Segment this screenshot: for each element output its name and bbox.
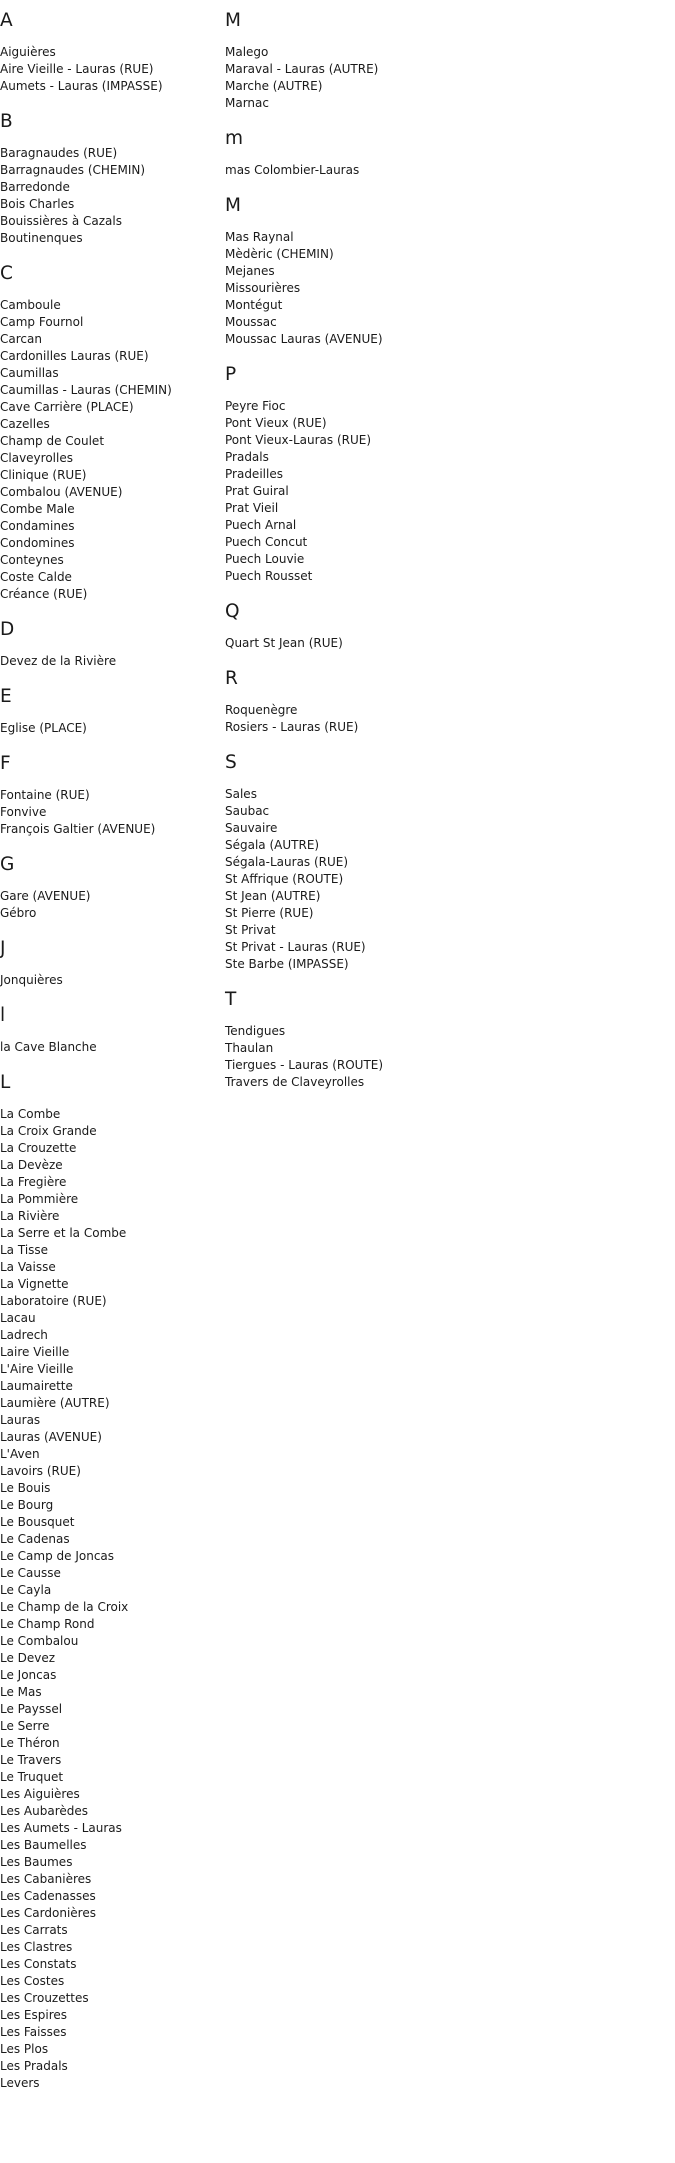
street-link-pont-vieux-rue[interactable]: Pont Vieux (RUE) — [225, 416, 327, 430]
street-list — [0, 972, 210, 989]
street-link-les-baumes[interactable]: Les Baumes — [0, 1855, 73, 1869]
letter-group — [0, 922, 210, 989]
street-link-mejanes[interactable]: Mejanes — [225, 264, 275, 278]
letter-group — [0, 838, 210, 922]
letter-heading: J — [0, 938, 6, 959]
street-link-st-jean-autre[interactable]: St Jean (AUTRE) — [225, 889, 321, 903]
street-link-ste-barbe-impasse[interactable]: Ste Barbe (IMPASSE) — [225, 957, 349, 971]
street-link-les-espires[interactable]: Les Espires — [0, 2008, 68, 2022]
letter-group — [0, 247, 210, 603]
street-link-puech-rousset[interactable]: Puech Rousset — [225, 569, 313, 583]
street-link-le-theron[interactable]: Le Théron — [0, 1736, 60, 1750]
street-link-les-plos[interactable]: Les Plos — [0, 2042, 49, 2056]
street-link-clinique-rue[interactable]: Clinique (RUE) — [0, 468, 87, 482]
street-link-lacau[interactable]: Lacau — [0, 1311, 36, 1325]
street-link-champ-de-coulet[interactable]: Champ de Coulet — [0, 434, 105, 448]
street-link-cardonilles-lauras-rue[interactable]: Cardonilles Lauras (RUE) — [0, 349, 149, 363]
street-link-le-serre[interactable]: Le Serre — [0, 1719, 50, 1733]
letter-group — [0, 989, 210, 1056]
street-link-les-aumets-lauras[interactable]: Les Aumets - Lauras — [0, 1821, 122, 1835]
street-link-le-cayla[interactable]: Le Cayla — [0, 1583, 52, 1597]
street-link-sales[interactable]: Sales — [225, 787, 257, 801]
street-link-caumillas[interactable]: Caumillas — [0, 366, 59, 380]
letter-heading: D — [0, 619, 15, 640]
street-list — [0, 653, 210, 670]
street-link-la-cave-blanche[interactable]: la Cave Blanche — [0, 1040, 97, 1054]
street-link-le-champ-rond[interactable]: Le Champ Rond — [0, 1617, 95, 1631]
street-link-condamines[interactable]: Condamines — [0, 519, 75, 533]
street-link-francois-galtier-avenue[interactable]: François Galtier (AVENUE) — [0, 822, 156, 836]
street-list — [0, 145, 210, 247]
street-link-la-vaisse[interactable]: La Vaisse — [0, 1260, 56, 1274]
street-link-barredonde[interactable]: Barredonde — [0, 180, 70, 194]
street-list — [0, 720, 210, 737]
street-link-gare-avenue[interactable]: Gare (AVENUE) — [0, 889, 91, 903]
street-list — [225, 702, 435, 736]
street-link-levers[interactable]: Levers — [0, 2076, 40, 2090]
street-link-la-tisse[interactable]: La Tisse — [0, 1243, 49, 1257]
street-link-segala-lauras-rue[interactable]: Ségala-Lauras (RUE) — [225, 855, 349, 869]
street-list — [225, 786, 435, 973]
street-link-bouissieres-a-cazals[interactable]: Bouissières à Cazals — [0, 214, 122, 228]
street-link-la-crouzette[interactable]: La Crouzette — [0, 1141, 77, 1155]
street-link-le-bourg[interactable]: Le Bourg — [0, 1498, 54, 1512]
letter-heading: A — [0, 10, 13, 31]
street-link-creance-rue[interactable]: Créance (RUE) — [0, 587, 88, 601]
street-link-ladrech[interactable]: Ladrech — [0, 1328, 48, 1342]
street-link-mas-raynal[interactable]: Mas Raynal — [225, 230, 294, 244]
street-link-les-constats[interactable]: Les Constats — [0, 1957, 77, 1971]
street-link-le-bousquet[interactable]: Le Bousquet — [0, 1515, 75, 1529]
street-link-coste-calde[interactable]: Coste Calde — [0, 570, 72, 584]
street-link-les-baumelles[interactable]: Les Baumelles — [0, 1838, 87, 1852]
street-list — [225, 229, 435, 348]
letter-heading: L — [0, 1072, 11, 1093]
letter-group — [0, 95, 210, 247]
letter-heading: P — [225, 364, 237, 385]
street-link-combalou-avenue[interactable]: Combalou (AVENUE) — [0, 485, 123, 499]
street-link-l-aven[interactable]: L'Aven — [0, 1447, 40, 1461]
street-link-camp-fournol[interactable]: Camp Fournol — [0, 315, 84, 329]
letter-heading: S — [225, 752, 237, 773]
street-link-puech-arnal[interactable]: Puech Arnal — [225, 518, 297, 532]
street-link-rosiers-lauras-rue[interactable]: Rosiers - Lauras (RUE) — [225, 720, 359, 734]
street-link-le-cadenas[interactable]: Le Cadenas — [0, 1532, 70, 1546]
street-link-st-privat-lauras-rue[interactable]: St Privat - Lauras (RUE) — [225, 940, 366, 954]
street-link-mas-colombier-lauras[interactable]: mas Colombier-Lauras — [225, 163, 360, 177]
street-list — [225, 162, 435, 179]
street-link-puech-concut[interactable]: Puech Concut — [225, 535, 308, 549]
street-link-pont-vieux-lauras-rue[interactable]: Pont Vieux-Lauras (RUE) — [225, 433, 372, 447]
street-link-la-combe[interactable]: La Combe — [0, 1107, 61, 1121]
street-link-saubac[interactable]: Saubac — [225, 804, 270, 818]
street-link-eglise-place[interactable]: Eglise (PLACE) — [0, 721, 87, 735]
street-link-les-carrats[interactable]: Les Carrats — [0, 1923, 68, 1937]
street-link-le-joncas[interactable]: Le Joncas — [0, 1668, 57, 1682]
street-link-laumiere-autre[interactable]: Laumière (AUTRE) — [0, 1396, 110, 1410]
street-link-camboule[interactable]: Camboule — [0, 298, 61, 312]
street-link-baragnaudes-rue[interactable]: Baragnaudes (RUE) — [0, 146, 118, 160]
letter-group — [225, 973, 435, 1091]
letter-heading: E — [0, 686, 12, 707]
letter-group — [0, 737, 210, 838]
letter-group — [225, 348, 435, 585]
street-link-conteynes[interactable]: Conteynes — [0, 553, 64, 567]
street-link-jonquieres[interactable]: Jonquières — [0, 973, 63, 987]
street-list — [225, 635, 435, 652]
street-link-le-devez[interactable]: Le Devez — [0, 1651, 56, 1665]
street-link-malego[interactable]: Malego — [225, 45, 269, 59]
letter-heading: F — [0, 753, 11, 774]
street-link-le-combalou[interactable]: Le Combalou — [0, 1634, 79, 1648]
street-list — [0, 297, 210, 603]
letter-group — [225, 0, 435, 112]
street-link-lauras[interactable]: Lauras — [0, 1413, 41, 1427]
street-link-la-deveze[interactable]: La Devèze — [0, 1158, 63, 1172]
street-link-le-causse[interactable]: Le Causse — [0, 1566, 61, 1580]
letter-group — [225, 112, 435, 179]
letter-group — [225, 736, 435, 973]
letter-heading: G — [0, 854, 15, 875]
street-link-moussac-lauras-avenue[interactable]: Moussac Lauras (AVENUE) — [225, 332, 383, 346]
street-link-la-pommiere[interactable]: La Pommière — [0, 1192, 79, 1206]
street-link-les-cardonieres[interactable]: Les Cardonières — [0, 1906, 96, 1920]
street-link-barragnaudes-chemin[interactable]: Barragnaudes (CHEMIN) — [0, 163, 146, 177]
street-link-st-affrique-route[interactable]: St Affrique (ROUTE) — [225, 872, 344, 886]
street-link-les-cadenasses[interactable]: Les Cadenasses — [0, 1889, 96, 1903]
street-link-st-privat[interactable]: St Privat — [225, 923, 276, 937]
street-link-segala-autre[interactable]: Ségala (AUTRE) — [225, 838, 320, 852]
street-link-moussac[interactable]: Moussac — [225, 315, 277, 329]
street-link-combe-male[interactable]: Combe Male — [0, 502, 75, 516]
letter-group — [0, 0, 210, 95]
street-link-le-travers[interactable]: Le Travers — [0, 1753, 62, 1767]
street-link-la-vignette[interactable]: La Vignette — [0, 1277, 69, 1291]
street-link-travers-de-claveyrolles[interactable]: Travers de Claveyrolles — [225, 1075, 365, 1089]
street-list — [225, 44, 435, 112]
street-link-cazelles[interactable]: Cazelles — [0, 417, 50, 431]
street-link-la-serre-et-la-combe[interactable]: La Serre et la Combe — [0, 1226, 127, 1240]
street-link-maraval-lauras-autre[interactable]: Maraval - Lauras (AUTRE) — [225, 62, 379, 76]
street-list — [225, 398, 435, 585]
street-link-les-faisses[interactable]: Les Faisses — [0, 2025, 67, 2039]
street-list — [0, 1106, 210, 2092]
street-list — [0, 888, 210, 922]
letter-heading: B — [0, 111, 13, 132]
letter-heading: M — [225, 195, 241, 216]
street-link-le-payssel[interactable]: Le Payssel — [0, 1702, 63, 1716]
street-index-right-column — [225, 0, 435, 1091]
street-link-montegut[interactable]: Montégut — [225, 298, 283, 312]
street-link-cave-carriere-place[interactable]: Cave Carrière (PLACE) — [0, 400, 134, 414]
street-link-claveyrolles[interactable]: Claveyrolles — [0, 451, 73, 465]
street-link-bois-charles[interactable]: Bois Charles — [0, 197, 75, 211]
street-link-le-camp-de-joncas[interactable]: Le Camp de Joncas — [0, 1549, 115, 1563]
street-link-marche-autre[interactable]: Marche (AUTRE) — [225, 79, 323, 93]
street-link-aumets-lauras-impasse[interactable]: Aumets - Lauras (IMPASSE) — [0, 79, 163, 93]
street-list — [0, 44, 210, 95]
street-list — [225, 1023, 435, 1091]
street-link-lauras-avenue[interactable]: Lauras (AVENUE) — [0, 1430, 102, 1444]
street-link-prat-guiral[interactable]: Prat Guiral — [225, 484, 289, 498]
letter-heading: R — [225, 668, 238, 689]
street-list — [0, 1039, 210, 1056]
street-link-carcan[interactable]: Carcan — [0, 332, 42, 346]
street-link-les-aubaredes[interactable]: Les Aubarèdes — [0, 1804, 89, 1818]
letter-group — [225, 652, 435, 736]
street-list — [0, 787, 210, 838]
street-link-mederic-chemin[interactable]: Mèdèric (CHEMIN) — [225, 247, 334, 261]
letter-group — [225, 585, 435, 652]
street-link-puech-louvie[interactable]: Puech Louvie — [225, 552, 305, 566]
street-link-pradals[interactable]: Pradals — [225, 450, 269, 464]
street-link-le-mas[interactable]: Le Mas — [0, 1685, 42, 1699]
letter-group — [0, 670, 210, 737]
street-link-les-clastres[interactable]: Les Clastres — [0, 1940, 73, 1954]
letter-heading: C — [0, 263, 13, 284]
street-link-lavoirs-rue[interactable]: Lavoirs (RUE) — [0, 1464, 81, 1478]
street-link-gebro[interactable]: Gébro — [0, 906, 37, 920]
street-link-prat-vieil[interactable]: Prat Vieil — [225, 501, 279, 515]
street-link-devez-de-la-riviere[interactable]: Devez de la Rivière — [0, 654, 117, 668]
street-link-le-bouis[interactable]: Le Bouis — [0, 1481, 51, 1495]
letter-heading: m — [225, 128, 244, 149]
street-link-sauvaire[interactable]: Sauvaire — [225, 821, 278, 835]
street-link-condomines[interactable]: Condomines — [0, 536, 75, 550]
letter-group — [0, 1056, 210, 2092]
street-link-les-cabanieres[interactable]: Les Cabanières — [0, 1872, 92, 1886]
street-link-les-pradals[interactable]: Les Pradals — [0, 2059, 68, 2073]
street-link-aiguieres[interactable]: Aiguières — [0, 45, 56, 59]
street-link-l-aire-vieille[interactable]: L'Aire Vieille — [0, 1362, 74, 1376]
street-link-boutinenques[interactable]: Boutinenques — [0, 231, 83, 245]
street-link-missourieres[interactable]: Missourières — [225, 281, 301, 295]
street-link-quart-st-jean-rue[interactable]: Quart St Jean (RUE) — [225, 636, 343, 650]
letter-group — [225, 179, 435, 348]
street-link-roquenegre[interactable]: Roquenègre — [225, 703, 298, 717]
street-link-le-champ-de-la-croix[interactable]: Le Champ de la Croix — [0, 1600, 129, 1614]
letter-heading: T — [225, 989, 237, 1010]
street-link-peyre-fioc[interactable]: Peyre Fioc — [225, 399, 286, 413]
street-link-les-crouzettes[interactable]: Les Crouzettes — [0, 1991, 89, 2005]
street-link-st-pierre-rue[interactable]: St Pierre (RUE) — [225, 906, 314, 920]
street-link-laire-vieille[interactable]: Laire Vieille — [0, 1345, 70, 1359]
street-link-fonvive[interactable]: Fonvive — [0, 805, 47, 819]
letter-heading: Q — [225, 601, 240, 622]
street-link-la-croix-grande[interactable]: La Croix Grande — [0, 1124, 97, 1138]
street-index-left-column — [0, 0, 210, 2092]
street-link-la-fregiere[interactable]: La Fregière — [0, 1175, 67, 1189]
street-link-fontaine-rue[interactable]: Fontaine (RUE) — [0, 788, 90, 802]
street-link-la-riviere[interactable]: La Rivière — [0, 1209, 60, 1223]
street-link-laboratoire-rue[interactable]: Laboratoire (RUE) — [0, 1294, 107, 1308]
street-link-caumillas-lauras-chemin[interactable]: Caumillas - Lauras (CHEMIN) — [0, 383, 172, 397]
letter-heading: M — [225, 10, 241, 31]
letter-heading: l — [0, 1005, 6, 1026]
street-link-laumairette[interactable]: Laumairette — [0, 1379, 73, 1393]
street-link-aire-vieille-lauras-rue[interactable]: Aire Vieille - Lauras (RUE) — [0, 62, 154, 76]
street-link-tiergues-lauras-route[interactable]: Tiergues - Lauras (ROUTE) — [225, 1058, 384, 1072]
street-link-le-truquet[interactable]: Le Truquet — [0, 1770, 64, 1784]
street-link-les-costes[interactable]: Les Costes — [0, 1974, 65, 1988]
street-link-tendigues[interactable]: Tendigues — [225, 1024, 286, 1038]
letter-group — [0, 603, 210, 670]
street-link-marnac[interactable]: Marnac — [225, 96, 269, 110]
street-link-pradeilles[interactable]: Pradeilles — [225, 467, 283, 481]
street-link-thaulan[interactable]: Thaulan — [225, 1041, 274, 1055]
street-link-les-aiguieres[interactable]: Les Aiguières — [0, 1787, 80, 1801]
